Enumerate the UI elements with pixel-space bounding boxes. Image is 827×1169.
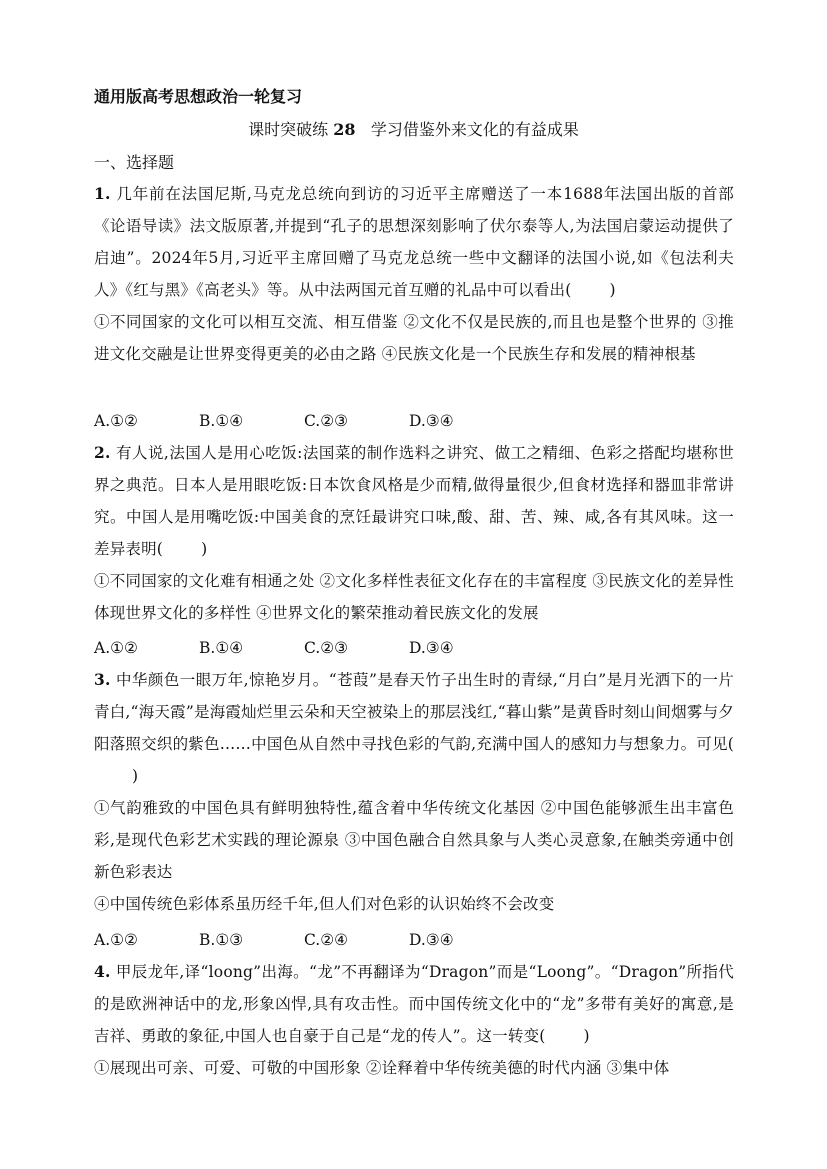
answer-paren-close: ) xyxy=(609,281,616,299)
option-c[interactable]: C.②④ xyxy=(304,931,349,949)
question-items: ①不同国家的文化可以相互交流、相互借鉴 ②文化不仅是民族的,而且也是整个世界的 ③推进文化交融是让世界变得更美的必由之路 ④民族文化是一个民族生存和发展的精神根基 xyxy=(94,313,734,363)
question-items-extra: ④中国传统色彩体系虽历经千年,但人们对色彩的认识始终不会改变 xyxy=(94,895,555,913)
option-d[interactable]: D.③④ xyxy=(409,639,454,657)
option-c[interactable]: C.②③ xyxy=(304,412,349,430)
question-items: ①展现出可亲、可爱、可敬的中国形象 ②诠释着中华传统美德的时代内涵 ③集中体 xyxy=(94,1059,670,1077)
option-c[interactable]: C.②③ xyxy=(304,639,349,657)
question-number: 3. xyxy=(94,670,111,689)
option-b[interactable]: B.①③ xyxy=(199,931,244,949)
question-number: 1. xyxy=(94,184,111,203)
question-number: 2. xyxy=(94,443,111,462)
lesson-number: 28 xyxy=(333,120,356,139)
option-d[interactable]: D.③④ xyxy=(409,412,454,430)
question-4 xyxy=(94,956,734,1084)
option-a[interactable]: A.①② xyxy=(94,412,138,430)
answer-paren-close: ) xyxy=(201,540,208,558)
option-d[interactable]: D.③④ xyxy=(409,931,454,949)
question-3 xyxy=(94,664,734,920)
question-1 xyxy=(94,178,734,370)
option-b[interactable]: B.①④ xyxy=(199,639,244,657)
question-stem: 有人说,法国人是用心吃饭:法国菜的制作选料之讲究、做工之精细、色彩之搭配均堪称世界之典范。日本人是用眼吃饭:日本饮食风格是少而精,做得量很少,但食材选择和器皿非常讲究。中国人是用嘴吃饭:中国美食的烹饪最讲究口味,酸、甜、苦、辣、咸,各有其风味。这一差异表明( xyxy=(94,444,734,558)
answer-paren-close: ) xyxy=(132,767,139,785)
question-stem: 几年前在法国尼斯,马克龙总统向到访的习近平主席赠送了一本1688年法国出版的首部《论语导读》法文版原著,并提到“孔子的思想深刻影响了伏尔泰等人,为法国启蒙运动提供了启迪”。2024年5月,习近平主席回赠了马克龙总统一些中文翻译的法国小说,如《包法利夫人》《红与黑》《高老头》等。从中法两国元首互赠的礼品中可以看出( xyxy=(94,185,734,299)
options-3 xyxy=(94,924,514,956)
question-items: ①不同国家的文化难有相通之处 ②文化多样性表征文化存在的丰富程度 ③民族文化的差异性体现世界文化的多样性 ④世界文化的繁荣推动着民族文化的发展 xyxy=(94,572,734,622)
question-items: ①气韵雅致的中国色具有鲜明独特性,蕴含着中华传统文化基因 ②中国色能够派生出丰富色彩,是现代色彩艺术实践的理论源泉 ③中国色融合自然具象与人类心灵意象,在触类旁通中创新色彩表达 xyxy=(94,799,734,881)
lesson-title: 学习借鉴外来文化的有益成果 xyxy=(370,120,579,139)
section-heading: 一、选择题 xyxy=(94,153,175,172)
answer-paren-close: ) xyxy=(583,1027,590,1045)
question-2 xyxy=(94,437,734,629)
options-2 xyxy=(94,632,514,664)
lesson-heading xyxy=(0,117,827,140)
question-stem: 甲辰龙年,译“loong”出海。“龙”不再翻译为“Dragon”而是“Loong”。“Dragon”所指代的是欧洲神话中的龙,形象凶悍,具有攻击性。而中国传统文化中的“龙”多带有美好的寓意,是吉祥、勇敢的象征,中国人也自豪于自己是“龙的传人”。这一转变( xyxy=(94,963,734,1045)
option-b[interactable]: B.①④ xyxy=(199,412,244,430)
question-stem: 中华颜色一眼万年,惊艳岁月。“苍葭”是春天竹子出生时的青绿,“月白”是月光洒下的一片青白,“海天霞”是海霞灿烂里云朵和天空被染上的那层浅红,“暮山紫”是黄昏时刻山间烟雾与夕阳落照交织的紫色……中国色从自然中寻找色彩的气韵,充满中国人的感知力与想象力。可见( xyxy=(94,671,734,753)
options-1 xyxy=(94,405,514,437)
option-a[interactable]: A.①② xyxy=(94,931,138,949)
lesson-prefix: 课时突破练 xyxy=(248,120,329,139)
question-number: 4. xyxy=(94,962,111,981)
option-a[interactable]: A.①② xyxy=(94,639,138,657)
document-title: 通用版高考思想政治一轮复习 xyxy=(94,87,303,106)
